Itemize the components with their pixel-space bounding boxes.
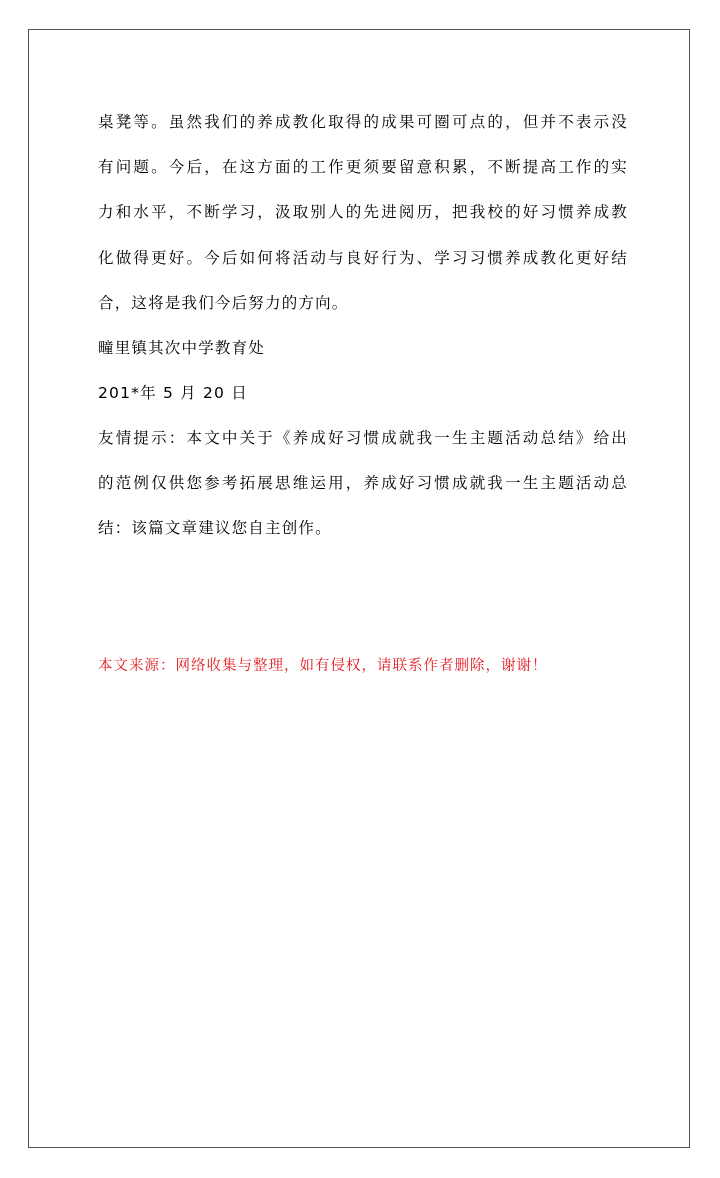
paragraph-line: 桌凳等。虽然我们的养成教化取得的成果可圈可点的，但并不表示没 — [98, 113, 628, 131]
paragraph-line: 力和水平，不断学习，汲取别人的先进阅历，把我校的好习惯养成教 — [98, 203, 628, 221]
tip-line: 结：该篇文章建议您自主创作。 — [98, 519, 332, 537]
paragraph-line: 化做得更好。今后如何将活动与良好行为、学习习惯养成教化更好结 — [98, 249, 628, 267]
source-note: 本文来源：网络收集与整理，如有侵权，请联系作者删除，谢谢！ — [98, 658, 548, 674]
page-border — [28, 29, 690, 1148]
paragraph-line: 合，这将是我们今后努力的方向。 — [98, 294, 349, 312]
signature: 疃里镇其次中学教育处 — [98, 339, 266, 357]
tip-line: 的范例仅供您参考拓展思维运用，养成好习惯成就我一生主题活动总 — [98, 474, 628, 492]
tip-line: 友情提示：本文中关于《养成好习惯成就我一生主题活动总结》给出 — [98, 429, 628, 447]
date: 201*年 5 月 20 日 — [98, 384, 248, 402]
paragraph-line: 有问题。今后，在这方面的工作更须要留意积累，不断提高工作的实 — [98, 158, 628, 176]
